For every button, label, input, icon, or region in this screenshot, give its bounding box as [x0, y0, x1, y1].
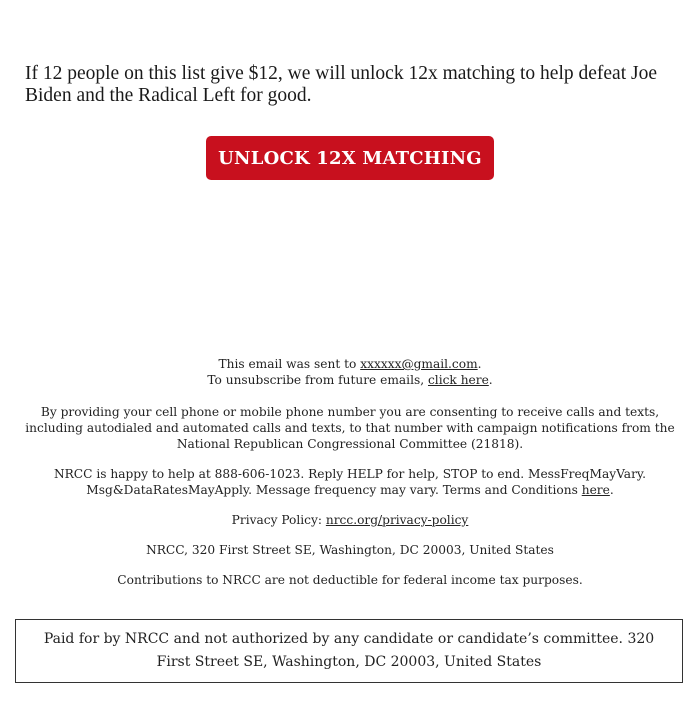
cta-container: [206, 136, 494, 180]
sms-consent-text: By providing your cell phone or mobile phone number you are consenting to receive calls and texts, including autodialed and automated calls and texts, to that number with campaign notifications from the National Republican Congressional Committee (21818).: [25, 405, 675, 451]
help-line: [20, 466, 680, 498]
unsubscribe-prefix: To unsubscribe from future emails,: [207, 373, 428, 387]
disclaimer-text: Paid for by NRCC and not authorized by any candidate or candidate’s committee. 320 First Street SE, Washington, DC 20003, United States: [43, 631, 655, 670]
intro-message: If 12 people on this list give $12, we will unlock 12x matching to help defeat Joe Biden and the Radical Left for good.: [25, 63, 657, 106]
privacy-prefix: Privacy Policy:: [231, 513, 326, 527]
sent-to-suffix: .: [477, 357, 482, 371]
sent-to-prefix: This email was sent to: [218, 357, 361, 371]
mailing-address: NRCC, 320 First Street SE, Washington, DC 20003, United States: [146, 543, 554, 557]
email-footer: [20, 356, 680, 588]
help-text: NRCC is happy to help at 888-606-1023. Reply HELP for help, STOP to end. MessFreqMayVary. Msg&DataRatesMayApply. Message frequency may vary. Terms and Conditions: [53, 467, 647, 497]
terms-link[interactable]: here: [581, 483, 610, 497]
recipient-email-link[interactable]: xxxxxx@gmail.com: [360, 357, 478, 371]
tax-deductibility-note: Contributions to NRCC are not deductible for federal income tax purposes.: [117, 573, 583, 587]
privacy-policy-link[interactable]: nrcc.org/privacy-policy: [325, 513, 469, 527]
sent-to-line: [20, 356, 680, 372]
unlock-matching-button[interactable]: UNLOCK 12X MATCHING: [206, 136, 494, 180]
unsubscribe-line: [20, 372, 680, 388]
privacy-line: [20, 512, 680, 528]
paid-for-disclaimer: [15, 619, 683, 683]
help-suffix: .: [609, 483, 614, 497]
unsubscribe-suffix: .: [488, 373, 493, 387]
unsubscribe-link[interactable]: click here: [427, 373, 489, 387]
